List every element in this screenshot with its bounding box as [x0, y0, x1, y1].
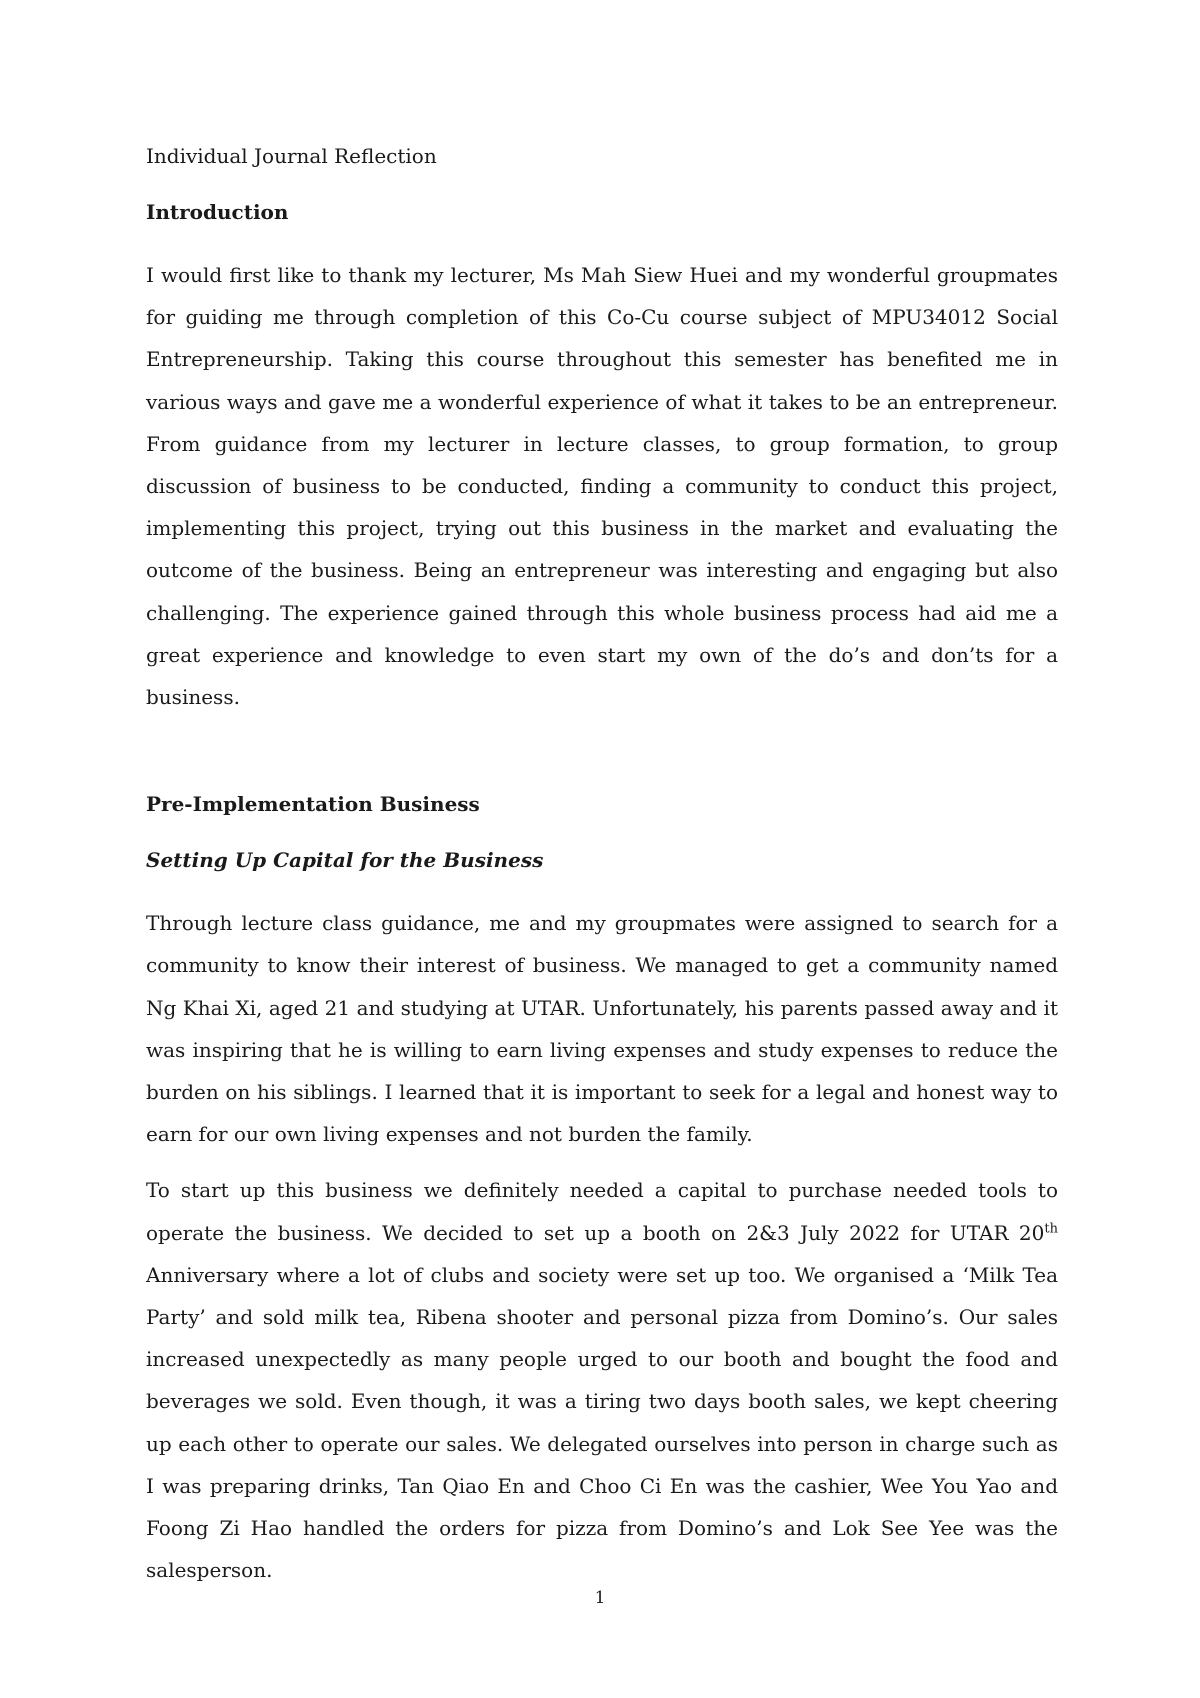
- introduction-paragraph: I would first like to thank my lecturer, Ms Mah Siew Huei and my wonderful groupmates for guiding me through completion of this Co-Cu course subject of MPU34012 Social Entrepreneurship. Taking this course throughout this semester has benefited me in various ways and gave me a wonderful experience of what it takes to be an entrepreneur. From guidance from my lecturer in lecture classes, to group formation, to group discussion of business to be conducted, finding a community to conduct this project, implementing this project, trying out this business in the market and evaluating the outcome of the business. Being an entrepreneur was interesting and engaging but also challenging. The experience gained through this whole business process had aid me a great experience and knowledge to even start my own of the do’s and don’ts for a business.: [146, 263, 1058, 710]
- subheading-setting-up-capital: Setting Up Capital for the Business: [146, 848, 544, 873]
- page-number: 1: [594, 1588, 606, 1608]
- section-heading-introduction: Introduction: [146, 200, 289, 224]
- pre-implementation-paragraph-1: Through lecture class guidance, me and my groupmates were assigned to search for a community to know their interest of business. We managed to get a community named Ng Khai Xi, aged 21 and studying at UTAR. Unfortunately, his parents passed away and it was inspiring that he is willing to earn living expenses and study expenses to reduce the burden on his siblings. I learned that it is important to seek for a legal and honest way to earn for our own living expenses and not burden the family.: [146, 911, 1058, 1147]
- pre-implementation-paragraph-2: [146, 1169, 1058, 1591]
- paragraph-2-text-end: Anniversary where a lot of clubs and society were set up too. We organised a ‘Milk Tea Party’ and sold milk tea, Ribena shooter and personal pizza from Domino’s. Our sales increased unexpectedly as many people urged to our booth and bought the food and beverages we sold. Even though, it was a tiring two days booth sales, we kept cheering up each other to operate our sales. We delegated ourselves into person in charge such as I was preparing drinks, Tan Qiao En and Choo Ci En was the cashier, Wee You Yao and Foong Zi Hao handled the orders for pizza from Domino’s and Lok See Yee was the salesperson.: [146, 1262, 1058, 1583]
- document-title: Individual Journal Reflection: [146, 144, 437, 168]
- section-heading-pre-implementation: Pre-Implementation Business: [146, 792, 480, 817]
- paragraph-spacer: [146, 1155, 1058, 1169]
- page-content: [146, 142, 1058, 1591]
- ordinal-superscript: th: [1044, 1221, 1058, 1236]
- section-spacer: [146, 718, 1058, 790]
- paragraph-2-text-start: To start up this business we definitely needed a capital to purchase needed tools to operate the business. We decided to set up a booth on 2&3 July 2022 for UTAR 20: [146, 1178, 1058, 1245]
